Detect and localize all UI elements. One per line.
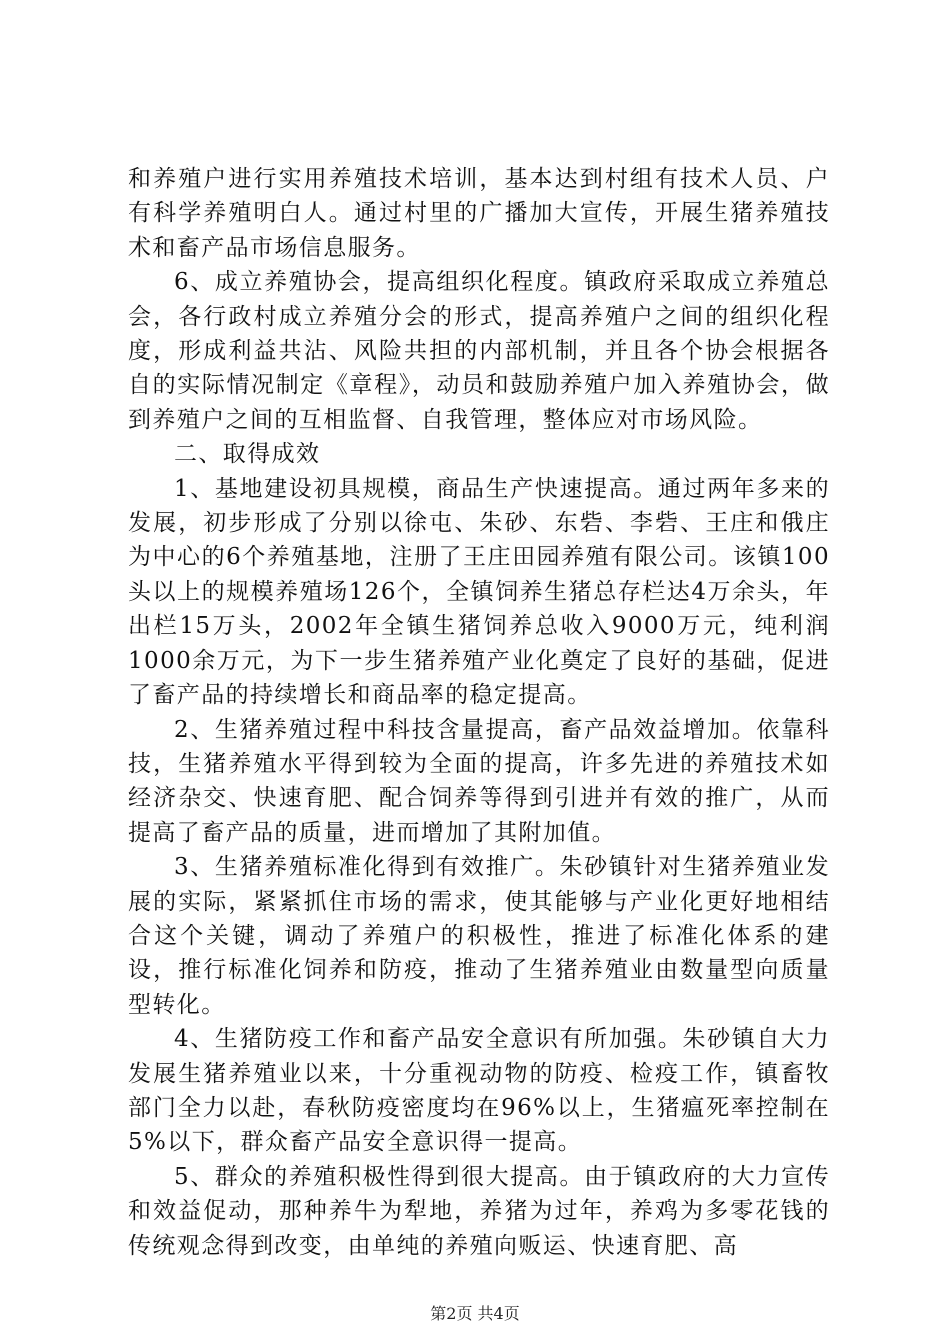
paragraph-result-3: 3、生猪养殖标准化得到有效推广。朱砂镇针对生猪养殖业发展的实际，紧紧抓住市场的需求，使其能够与产业化更好地相结合这个关键，调动了养殖户的积极性，推进了标准化体系的建设，推行标准化饲养和防疫，推动了生猪养殖业由数量型向质量型转化。 bbox=[128, 854, 830, 1018]
page-footer: 第2页 共4页 bbox=[430, 1304, 520, 1323]
paragraph-result-2: 2、生猪养殖过程中科技含量提高，畜产品效益增加。依靠科技，生猪养殖水平得到较为全面的提高，许多先进的养殖技术如经济杂交、快速育肥、配合饲养等得到引进并有效的推广，从而提高了畜产品的质量，进而增加了其附加值。 bbox=[128, 716, 830, 846]
document-body bbox=[128, 162, 830, 1263]
section-heading: 二、取得成效 bbox=[174, 441, 321, 468]
paragraph-result-4: 4、生猪防疫工作和畜产品安全意识有所加强。朱砂镇自大力发展生猪养殖业以来，十分重视动物的防疫、检疫工作，镇畜牧部门全力以赴，春秋防疫密度均在96%以上，生猪瘟死率控制在5%以下，群众畜产品安全意识得一提高。 bbox=[128, 1026, 830, 1156]
paragraph-continuation: 和养殖户进行实用养殖技术培训，基本达到村组有技术人员、户有科学养殖明白人。通过村里的广播加大宣传，开展生猪养殖技术和畜产品市场信息服务。 bbox=[128, 166, 830, 261]
paragraph-result-1: 1、基地建设初具规模，商品生产快速提高。通过两年多来的发展，初步形成了分别以徐屯、朱砂、东砦、李砦、王庄和俄庄为中心的6个养殖基地，注册了王庄田园养殖有限公司。该镇100头以上的规模养殖场126个，全镇饲养生猪总存栏达4万余头，年出栏15万头，2002年全镇生猪饲养总收入9000万元，纯利润1000余万元，为下一步生猪养殖产业化奠定了良好的基础，促进了畜产品的持续增长和商品率的稳定提高。 bbox=[128, 475, 830, 709]
paragraph-result-5: 5、群众的养殖积极性得到很大提高。由于镇政府的大力宣传和效益促动，那种养牛为犁地，养猪为过年，养鸡为多零花钱的传统观念得到改变，由单纯的养殖向贩运、快速育肥、高 bbox=[128, 1163, 830, 1259]
paragraph-item-6: 6、成立养殖协会，提高组织化程度。镇政府采取成立养殖总会，各行政村成立养殖分会的形式，提高养殖户之间的组织化程度，形成利益共沾、风险共担的内部机制，并且各个协会根据各自的实际情况制定《章程》，动员和鼓励养殖户加入养殖协会，做到养殖户之间的互相监督、自我管理，整体应对市场风险。 bbox=[128, 269, 830, 433]
